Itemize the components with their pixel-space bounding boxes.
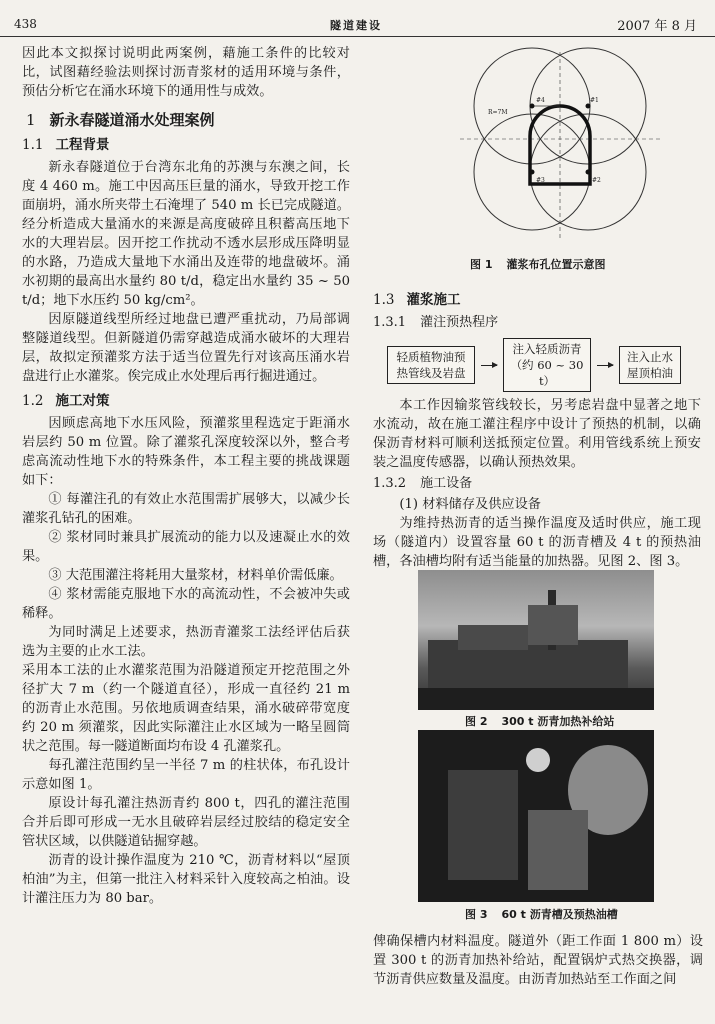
- hole-label: #1: [590, 97, 599, 104]
- issue-date: 2007 年 8 月: [617, 19, 697, 34]
- section-1-3-1-heading: 1.3.1 灌注预热程序: [373, 315, 499, 330]
- section-1-heading: 1 新永春隧道涌水处理案例: [26, 111, 215, 129]
- right-column: [373, 285, 701, 571]
- section-1-2-heading: 1.2 施工对策: [22, 393, 110, 409]
- flow-step: 注入轻质沥青（约 60 ~ 30 t）: [503, 338, 591, 392]
- paragraph: 原设计每孔灌注热沥青约 800 t，四孔的灌注范围合并后即可形成一无水且破碎岩层经过胶结的稳定安全管状区域，以供隧道钻掘穿越。: [22, 796, 350, 849]
- asphalt-station-photo: [418, 570, 654, 710]
- page-number: 438: [14, 17, 37, 31]
- left-column: [22, 44, 350, 908]
- page-header: [0, 0, 715, 37]
- paragraph: 新永春隧道位于台湾东北角的苏澳与东澳之间，长度 4 460 m。施工中因高压巨量的涌水，导致开挖工作面崩坍，涌水所夹带土石淹埋了 540 m 长已完成隧道。经分析造成大量涌水的来源是高度破碎且积蓄高压地下水的大理岩层。因开挖工作扰动不透水层形成压降明显的水路，乃造成大量地下水涌出及连带的地盘破坏。涌水初期的最高出水量约 80 t/d，稳定出水量约 35 ~ 50 t/d；地下水压约 50 kg/cm²。: [22, 160, 350, 308]
- paragraph: 本工作因输浆管线较长，另考虑岩盘中显著之地下水流动，故在施工灌注程序中设计了预热的机制，以确保沥青材料可顺利送抵预定位置。利用管线系统上预安装之温度传感器，以确认预热效果。: [373, 398, 701, 470]
- hole-label: #4: [536, 97, 545, 104]
- paragraph: 每孔灌注范围约呈一半径 7 m 的柱状体，布孔设计示意如图 1。: [22, 758, 350, 792]
- flow-step: 注入止水屋顶柏油: [619, 346, 681, 384]
- section-1-3-heading: 1.3 灌浆施工: [373, 292, 461, 308]
- list-item: ② 浆材同时兼具扩展流动的能力以及速凝止水的效果。: [22, 530, 350, 564]
- tanks-photo: [418, 730, 654, 902]
- continuation-paragraph: 俾确保槽内材料温度。隧道外（距工作面 1 800 m）设置 300 t 的沥青加热补给站，配置锅炉式热交换器，调节沥青供应数量及温度。由沥青加热站至工作面之间: [373, 934, 703, 987]
- paragraph: 为维持热沥青的适当操作温度及适时供应，施工现场（隧道内）设置容量 60 t 的沥青槽及 4 t 的预热油槽，各油槽均附有适当能量的加热器。见图 2、图 3。: [373, 516, 701, 569]
- paragraph: 因原隧道线型所经过地盘已遭严重扰动，乃局部调整隧道线型。但新隧道仍需穿越造成涌水破坏的大理岩层，故拟定预灌浆方法于适当位置先行对该高压涌水岩盘进行止水灌浆。俟完成止水处理后再行掘进通过。: [22, 312, 350, 384]
- figure-1-caption: 图 1 灌浆布孔位置示意图: [470, 258, 606, 271]
- list-item: ① 每灌注孔的有效止水范围需扩展够大，以减少长灌浆孔钻孔的困难。: [22, 492, 350, 526]
- flow-step: 轻质植物油预热管线及岩盘: [387, 346, 475, 384]
- subsection-label: (1) 材料储存及供应设备: [399, 497, 541, 512]
- paragraph: 为同时满足上述要求，热沥青灌浆工法经评估后获选为主要的止水工法。: [22, 625, 350, 659]
- paragraph: 因顾虑高地下水压风险，预灌浆里程选定于距涌水岩层约 50 m 位置。除了灌浆孔深度较深以外，整合考虑高流动性地下水的特殊条件，本工程主要的挑战课题如下：: [22, 416, 350, 488]
- grout-hole-layout-diagram: [440, 44, 680, 249]
- arrow-right-icon: [597, 365, 613, 366]
- preheat-flowchart: [387, 338, 701, 392]
- hole-label: #2: [592, 177, 601, 184]
- section-1-1-heading: 1.1 工程背景: [22, 137, 110, 153]
- list-item: ④ 浆材需能克服地下水的高流动性，不会被冲失或稀释。: [22, 587, 350, 621]
- hole-label: #3: [536, 177, 545, 184]
- section-1-3-2-heading: 1.3.2 施工设备: [373, 476, 473, 491]
- figure-2-caption: 图 2 300 t 沥青加热补给站: [465, 715, 615, 728]
- intro-paragraph: 因此本文拟探讨说明此两案例，藉施工条件的比较对比，试图藉经验法则探讨沥青浆材的适用环境与条件，预估分析它在涌水环境下的通用性与成效。: [22, 46, 350, 99]
- paragraph: 采用本工法的止水灌浆范围为沿隧道预定开挖范围之外径扩大 7 m（约一个隧道直径），形成一直径约 21 m 的沥青止水范围。另依地质调查结果，涌水破碎带宽度约 20 m 须灌浆，因此实际灌注止水区域为一略呈圆筒状之范围。每一隧道断面均布设 4 孔灌浆孔。: [22, 663, 350, 754]
- figure-3-caption: 图 3 60 t 沥青槽及预热油槽: [465, 908, 618, 921]
- arrow-right-icon: [481, 365, 497, 366]
- journal-title: 隧道建设: [330, 19, 382, 32]
- list-item: ③ 大范围灌注将耗用大量浆材，材料单价需低廉。: [48, 568, 343, 583]
- radius-label: R=7M: [488, 109, 508, 116]
- paragraph: 沥青的设计操作温度为 210 ℃，沥青材料以“屋顶柏油”为主，但第一批注入材料采针入度较高之柏油。设计灌注压力为 80 bar。: [22, 853, 350, 906]
